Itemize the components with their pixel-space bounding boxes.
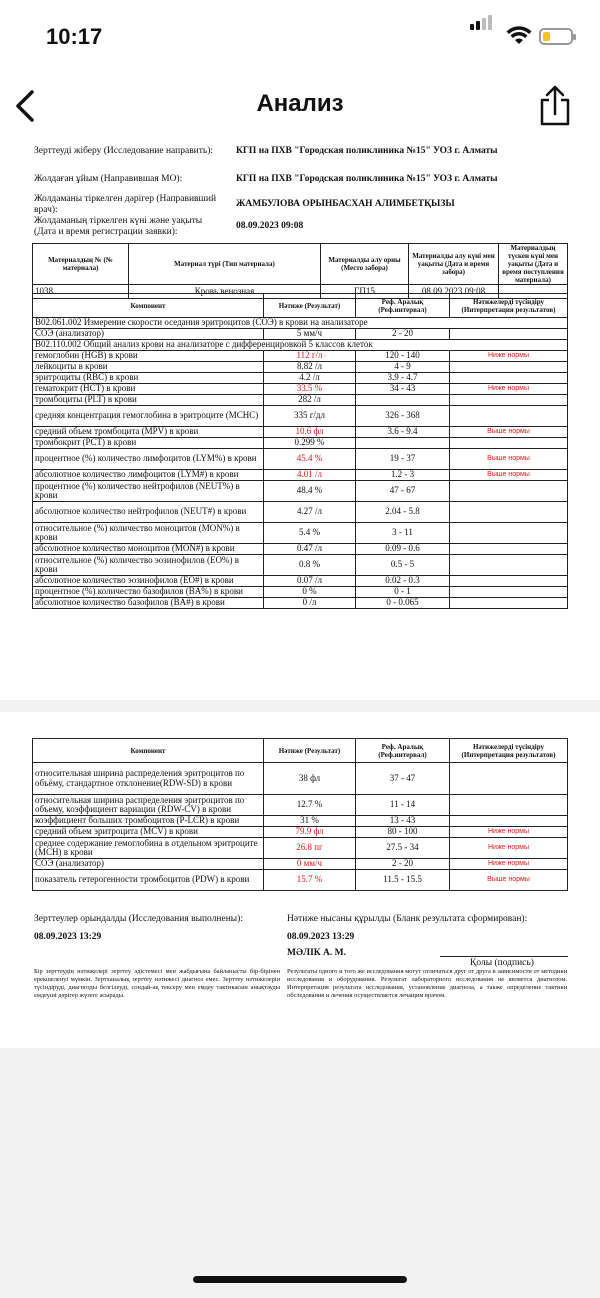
component-name: средний объем эритроцита (MCV) в крови	[33, 827, 264, 838]
component-name: показатель гетерогенности тромбоцитов (PDW) в крови	[33, 870, 264, 891]
interpretation: Ниже нормы	[450, 384, 568, 395]
component-name: тромбоциты (PLT) в крови	[33, 395, 264, 406]
table-row	[33, 406, 568, 427]
reference-range: 2 - 20	[356, 859, 450, 870]
component-name: абсолютное количество эозинофилов (EO#) в крови	[33, 576, 264, 587]
result-value: 0 /л	[264, 598, 356, 609]
component-header: Компонент	[33, 739, 264, 763]
reference-range: 4 - 9	[356, 362, 450, 373]
interpretation	[450, 763, 568, 795]
component-name: СОЭ (анализатор)	[33, 329, 264, 340]
interpretation	[450, 598, 568, 609]
component-name: коэффициент больших тромбоцитов (P-LCR) в крови	[33, 816, 264, 827]
component-name: относительное (%) количество эозинофилов (EO%) в крови	[33, 555, 264, 576]
registration-date-value: 08.09.2023 09:08	[236, 221, 304, 231]
interpretation	[450, 576, 568, 587]
table-row	[33, 395, 568, 406]
disclaimer-kz: Бір зерттеудің нәтижелері зерттеу әдістемесі мен жабдығына байланысты бір-бірінен ерекшеленуі мүмкін. Зертханалық зерттеу нәтижесі диагноз емес. Зерттеу нәтижелерін түсіндіруді, диагнозды белгілеуді, сондай-ақ тексеру мен емдеу тактикасын анықтауды емдеуші дәрігер жүзеге асырады.	[34, 968, 280, 999]
reference-range: 0 - 1	[356, 587, 450, 598]
result-value: 8.82 /л	[264, 362, 356, 373]
performed-label: Зерттеулер орындалды (Исследования выполнены):	[34, 914, 243, 924]
result-value: 4.2 /л	[264, 373, 356, 384]
interpretation	[450, 544, 568, 555]
table-row	[33, 827, 568, 838]
interpretation	[450, 438, 568, 449]
component-name: средний объем тромбоцита (MPV) в крови	[33, 427, 264, 438]
table-row	[33, 481, 568, 502]
material-place-header: Материалды алу орны (Место забора)	[321, 244, 409, 285]
signature-label: Қолы (подпись)	[470, 958, 534, 968]
material-table	[32, 243, 568, 299]
referral-label: Зерттеуді жіберу (Исследование направить):	[34, 146, 214, 156]
reference-range: 27.5 - 34	[356, 838, 450, 859]
battery-icon	[539, 28, 573, 45]
result-value: 5 мм/ч	[264, 329, 356, 340]
table-row	[33, 438, 568, 449]
results-table-header	[33, 294, 568, 318]
table-row	[33, 384, 568, 395]
result-value: 38 фл	[264, 763, 356, 795]
result-value: 0 %	[264, 587, 356, 598]
interpretation-header: Нәтижелерді түсіндіру (Интерпретация результатов)	[450, 739, 568, 763]
table-row	[33, 816, 568, 827]
table-row	[33, 587, 568, 598]
doctor-label-line1: Жолдаманы тіркелген дәрігер (Направивший	[34, 194, 217, 204]
result-value: 0.47 /л	[264, 544, 356, 555]
material-collection-date: 08.09.2023 09:08	[409, 285, 499, 299]
result-value: 0.299 %	[264, 438, 356, 449]
formed-date: 08.09.2023 13:29	[287, 932, 355, 942]
performed-date: 08.09.2023 13:29	[34, 932, 102, 942]
page-title: Анализ	[256, 90, 344, 117]
component-name: среднее содержание гемоглобина в отдельном эритроците (MCH) в крови	[33, 838, 264, 859]
table-row	[33, 544, 568, 555]
table-row	[33, 351, 568, 362]
status-time: 10:17	[46, 24, 103, 49]
component-name: гематокрит (HCT) в крови	[33, 384, 264, 395]
doctor-value: ЖАМБУЛОВА ОРЫНБАСХАН АЛИМБЕТҚЫЗЫ	[236, 199, 455, 209]
result-value: 15.7 %	[264, 870, 356, 891]
component-name: процентное (%) количество базофилов (BA%) в крови	[33, 587, 264, 598]
reference-range: 0.5 - 5	[356, 555, 450, 576]
component-name: относительное (%) количество моноцитов (MON%) в крови	[33, 523, 264, 544]
section-title: В02.110.002 Общий анализ крови на анализаторе с дифференцировкой 5 классов клеток	[33, 340, 568, 351]
table-row	[33, 502, 568, 523]
component-name: абсолютное количество базофилов (BA#) в крови	[33, 598, 264, 609]
material-type-header: Материал түрі (Тип материала)	[129, 244, 321, 285]
interpretation	[450, 481, 568, 502]
interpretation: Ниже нормы	[450, 859, 568, 870]
result-value: 0 мм/ч	[264, 859, 356, 870]
component-name: процентное (%) количество лимфоцитов (LYM%) в крови	[33, 449, 264, 470]
table-row	[33, 555, 568, 576]
table-row	[33, 373, 568, 384]
material-table-header	[33, 244, 568, 285]
reference-range: 0.09 - 0.6	[356, 544, 450, 555]
material-number-header: Материалдың № (№ материала)	[33, 244, 129, 285]
result-value: 31 %	[264, 816, 356, 827]
result-value: 5.4 %	[264, 523, 356, 544]
result-header: Нәтиже (Результат)	[264, 739, 356, 763]
interpretation	[450, 395, 568, 406]
component-name: относительная ширина распределения эритроцитов по объему, коэффициент вариации (RDW-CV) в крови	[33, 795, 264, 816]
table-row	[33, 598, 568, 609]
interpretation-header: Нәтижелерді түсіндіру (Интерпретация результатов)	[450, 294, 568, 318]
results-table-header	[33, 739, 568, 763]
result-value: 33.5 %	[264, 384, 356, 395]
table-row	[33, 427, 568, 438]
reference-range: 3 - 11	[356, 523, 450, 544]
results-table-2	[32, 738, 568, 891]
referring-org-value: КГП на ПХВ "Городская поликлиника №15" УОЗ г. Алматы	[236, 174, 498, 184]
result-value: 48.4 %	[264, 481, 356, 502]
reference-range: 2 - 20	[356, 329, 450, 340]
reference-range: 80 - 100	[356, 827, 450, 838]
table-row	[33, 470, 568, 481]
reference-range: 3.9 - 4.7	[356, 373, 450, 384]
result-value: 10.6 фл	[264, 427, 356, 438]
result-value: 79.9 фл	[264, 827, 356, 838]
reference-range: 11 - 14	[356, 795, 450, 816]
reference-range: 19 - 37	[356, 449, 450, 470]
result-value: 112 г/л	[264, 351, 356, 362]
reference-range: 47 - 67	[356, 481, 450, 502]
result-value: 26.8 пг	[264, 838, 356, 859]
result-value: 0.8 %	[264, 555, 356, 576]
reference-range	[356, 395, 450, 406]
section-row	[33, 340, 568, 351]
material-collection-date-header: Материалды алу күні мен уақыты (Дата и время забора)	[409, 244, 499, 285]
signature-line	[440, 956, 568, 957]
formed-label: Нәтиже нысаны құрылды (Бланк результата сформирован):	[287, 914, 528, 924]
table-row	[33, 449, 568, 470]
material-receipt-date-header: Материалдың түскен күні мен уақыты (Дата и время поступления материала)	[499, 244, 568, 285]
component-name: гемоглобин (HGB) в крови	[33, 351, 264, 362]
nav-bar	[0, 74, 600, 140]
home-indicator	[193, 1276, 407, 1283]
table-row	[33, 576, 568, 587]
component-name: средняя концентрация гемоглобина в эритроците (MCHC)	[33, 406, 264, 427]
reference-range: 3.6 - 9.4	[356, 427, 450, 438]
reference-range	[356, 438, 450, 449]
disclaimer-ru: Результаты одного и того же исследования могут отличаться друг от друга в зависимости от методики исследования и оборудования. Результат лабораторного исследования не является диагнозом. Интерпретация результата исследования, установление диагноза, а также определение тактики обследования и лечения осуществляется лечащим врачом.	[287, 968, 567, 999]
result-value: 282 /л	[264, 395, 356, 406]
table-row	[33, 329, 568, 340]
doctor-label	[34, 194, 216, 216]
result-value: 4.01 /л	[264, 470, 356, 481]
component-name: относительная ширина распределения эритроцитов по объёму, стандартное отклонение(RDW-SD) в крови	[33, 763, 264, 795]
share-icon[interactable]	[536, 84, 574, 128]
interpretation	[450, 587, 568, 598]
component-name: СОЭ (анализатор)	[33, 859, 264, 870]
reference-range: 0 - 0.065	[356, 598, 450, 609]
reference-range: 11.5 - 15.5	[356, 870, 450, 891]
table-row	[33, 362, 568, 373]
material-type: Кровь венозная	[129, 285, 321, 299]
registration-date-label-line1: Жолдаманың тіркелген күні және уақыты	[34, 216, 203, 226]
interpretation: Ниже нормы	[450, 351, 568, 362]
interpretation	[450, 362, 568, 373]
interpretation: Выше нормы	[450, 470, 568, 481]
interpretation: Выше нормы	[450, 427, 568, 438]
table-row	[33, 838, 568, 859]
table-row	[33, 795, 568, 816]
reference-range: 34 - 43	[356, 384, 450, 395]
wifi-icon	[506, 26, 532, 46]
doctor-label-line2: врач):	[34, 205, 58, 215]
interpretation	[450, 373, 568, 384]
component-name: лейкоциты в крови	[33, 362, 264, 373]
doctor-name: МӘЛІК А. М.	[287, 948, 346, 958]
interpretation: Выше нормы	[450, 870, 568, 891]
status-bar	[0, 0, 600, 74]
table-row	[33, 870, 568, 891]
table-row	[33, 763, 568, 795]
reference-header: Реф. Аралық (Реф.интервал)	[356, 739, 450, 763]
reference-range: 13 - 43	[356, 816, 450, 827]
interpretation: Ниже нормы	[450, 838, 568, 859]
component-name: эритроциты (RBC) в крови	[33, 373, 264, 384]
referral-value: КГП на ПХВ "Городская поликлиника №15" УОЗ г. Алматы	[236, 146, 498, 156]
reference-range: 120 - 140	[356, 351, 450, 362]
registration-date-label-line2: (Дата и время регистрации заявки):	[34, 227, 178, 237]
interpretation	[450, 406, 568, 427]
reference-range: 326 - 368	[356, 406, 450, 427]
result-value: 335 г/дл	[264, 406, 356, 427]
result-header: Нәтиже (Результат)	[264, 294, 356, 318]
referring-org-label: Жолдаған ұйым (Направившая МО):	[34, 174, 183, 184]
table-row	[33, 859, 568, 870]
component-name: процентное (%) количество нейтрофилов (NEUT%) в крови	[33, 481, 264, 502]
results-table-1	[32, 293, 568, 609]
interpretation	[450, 502, 568, 523]
result-value: 0.07 /л	[264, 576, 356, 587]
reference-range: 37 - 47	[356, 763, 450, 795]
section-title: В02.061.002 Измерение скорости оседания эритроцитов (СОЭ) в крови на анализаторе	[33, 318, 568, 329]
reference-range: 1.2 - 3	[356, 470, 450, 481]
interpretation	[450, 329, 568, 340]
interpretation	[450, 795, 568, 816]
result-value: 45.4 %	[264, 449, 356, 470]
component-name: абсолютное количество нейтрофилов (NEUT#) в крови	[33, 502, 264, 523]
section-row	[33, 318, 568, 329]
interpretation	[450, 523, 568, 544]
component-name: тромбокрит (PCT) в крови	[33, 438, 264, 449]
registration-date-label	[34, 216, 202, 238]
component-name: абсолютное количество лимфоцитов (LYM#) в крови	[33, 470, 264, 481]
interpretation	[450, 555, 568, 576]
reference-range: 2.04 - 5.8	[356, 502, 450, 523]
material-place: ГП15	[321, 285, 409, 299]
result-value: 12.7 %	[264, 795, 356, 816]
component-name: абсолютное количество моноцитов (MON#) в крови	[33, 544, 264, 555]
material-number: 1038	[33, 285, 129, 299]
reference-range: 0.02 - 0.3	[356, 576, 450, 587]
result-value: 4.27 /л	[264, 502, 356, 523]
component-header: Компонент	[33, 294, 264, 318]
interpretation: Выше нормы	[450, 449, 568, 470]
table-row	[33, 523, 568, 544]
interpretation: Ниже нормы	[450, 827, 568, 838]
document-page-1	[0, 140, 600, 700]
document-page-2	[0, 712, 600, 1048]
reference-header: Реф. Аралық (Реф.интервал)	[356, 294, 450, 318]
interpretation	[450, 816, 568, 827]
